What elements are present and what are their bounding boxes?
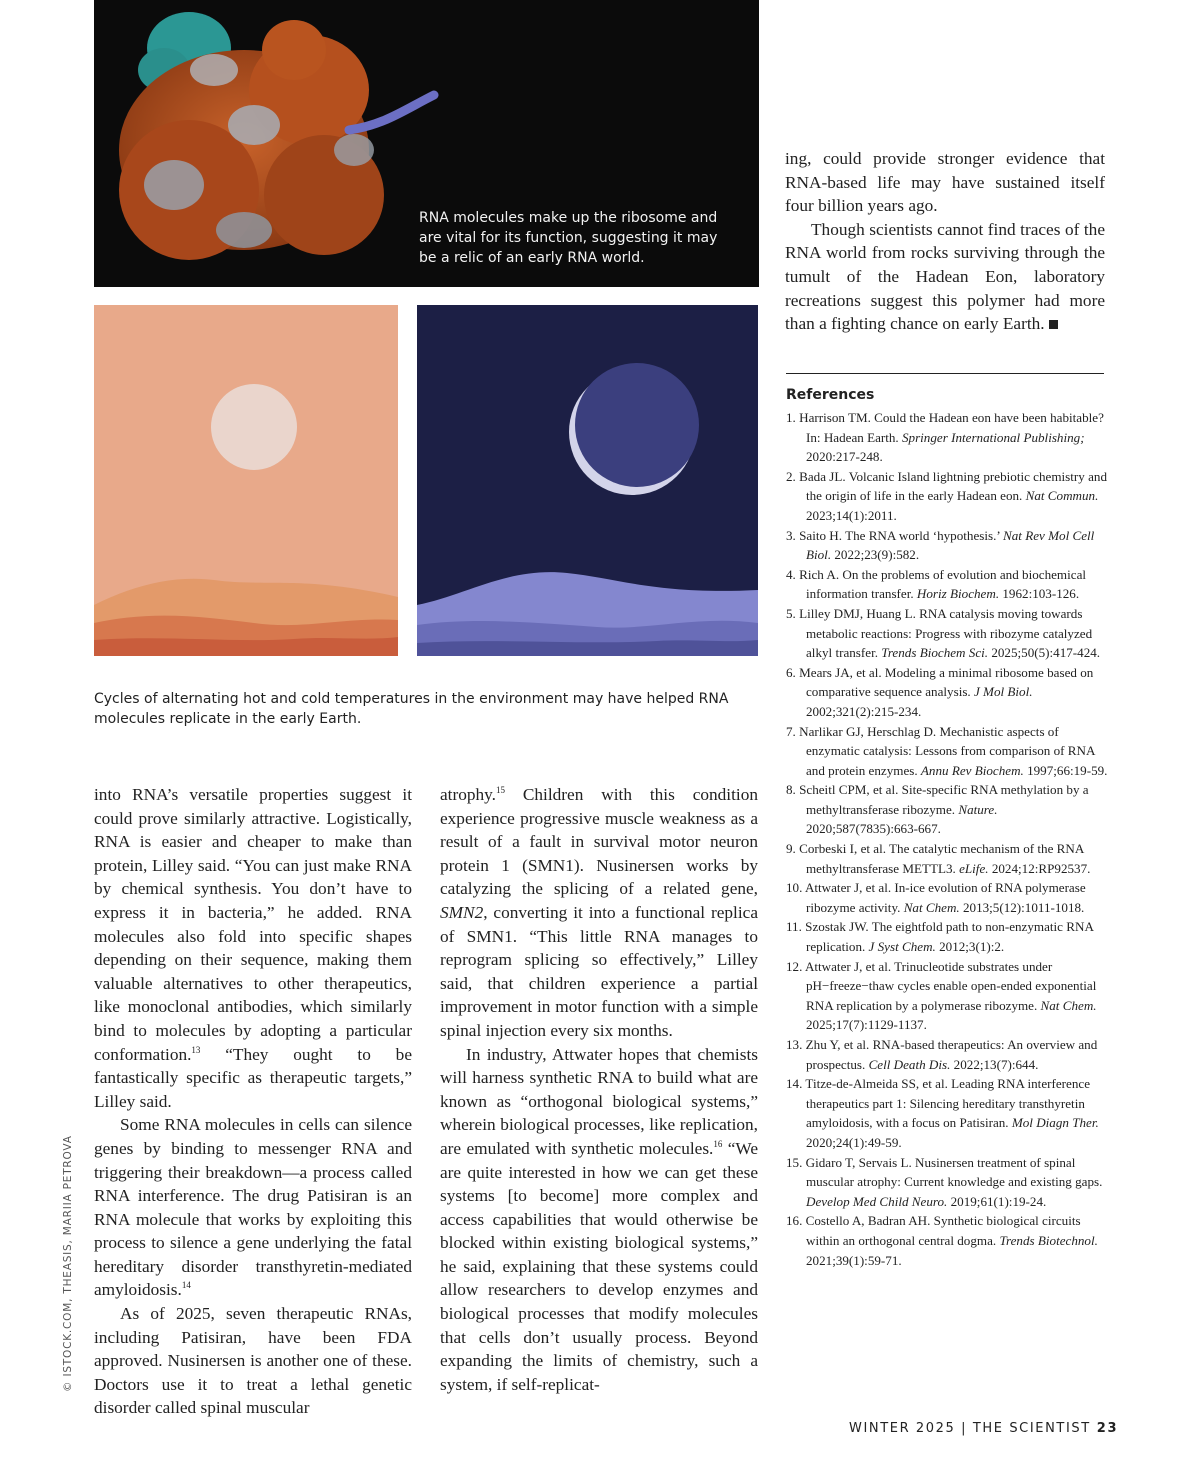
reference-item: 9. Corbeski I, et al. The catalytic mechanism of the RNA methyltransferase METTL3. eLife. 2024;12:RP92537. [786,841,1091,876]
end-mark-icon [1049,320,1058,329]
reference-item: 8. Scheitl CPM, et al. Site-specific RNA methylation by a methyltransferase ribozyme. Nature. 2020;587(7835):663-667. [786,782,1089,837]
references-list [786,408,1111,1270]
temperature-cycles-caption: Cycles of alternating hot and cold temperatures in the environment may have helped RNA molecules replicate in the early Earth. [94,691,729,727]
col1-paragraph-2: Some RNA molecules in cells can silence genes by binding to messenger RNA and triggering their breakdown—a process called RNA interference. The drug Patisiran is an RNA molecule that works by exploiting this process to silence a gene underlying the fatal hereditary disorder transthyretin-mediated amyloidosis.$^{14}$ [94,1115,412,1300]
sun-icon [211,384,297,470]
reference-item: 2. Bada JL. Volcanic Island lightning prebiotic chemistry and the origin of life in the early Hadean eon. Nat Commun. 2023;14(1):2011. [786,468,1107,523]
col1-paragraph-3: As of 2025, seven therapeutic RNAs, including Patisiran, have been FDA approved. Nusinersen is another one of these. Doctors use it to treat a lethal genetic disorder called spinal muscular [94,1304,412,1418]
ribosome-figure [94,0,759,287]
reference-item: 16. Costello A, Badran AH. Synthetic biological circuits within an orthogonal central dogma. Trends Biotechnol. 2021;39(1):59-71. [786,1213,1098,1268]
issue-label: WINTER 2025 | THE SCIENTIST [849,1421,1091,1436]
cold-environment-illustration [417,305,758,656]
reference-item: 13. Zhu Y, et al. RNA-based therapeutics: An overview and prospectus. Cell Death Dis. 2022;13(7):644. [786,1037,1098,1072]
page-footer [849,1421,1118,1436]
reference-item: 11. Szostak JW. The eightfold path to non-enzymatic RNA replication. J Syst Chem. 2012;3(1):2. [786,919,1094,955]
col2-paragraph-1: atrophy.$^{15}$ Children with this condition experience progressive muscle weakness as a result of a fault in survival motor neuron protein 1 (SMN1). Nusinersen works by catalyzing the splicing of a related gene, SMN2, converting it into a functional replica of SMN1. “This little RNA manages to reprogram splicing so effectively,” Lilley said, that children experience a partial improvement in motor function with a simple spinal injection every six months. [440,785,758,1040]
reference-item: 5. Lilley DMJ, Huang L. RNA catalysis moving towards metabolic reactions: Progress with ribozyme catalyzed alkyl transfer. Trends Biochem Sci. 2025;50(5):417-424. [786,605,1101,661]
col3-paragraph-2: Though scientists cannot find traces of the RNA world from rocks surviving through the tumult of the Hadean Eon, laboratory recreations suggest this polymer had more than a fighting chance on early Earth. [785,219,1105,334]
reference-item: 7. Narlikar GJ, Herschlag D. Mechanistic aspects of enzymatic catalysis: Lessons from comparison of RNA and protein enzymes. Annu Rev Biochem. 1997;66:19-59. [786,723,1108,778]
col3-paragraph-1: ing, could provide stronger evidence that RNA-based life may have sustained itself four billion years ago. [785,149,1105,216]
article-column-1 [94,783,412,1420]
references-heading: References [786,387,875,403]
ribosome-caption: RNA molecules make up the ribosome and are vital for its function, suggesting it may be a relic of an early RNA world. [419,210,718,266]
reference-item: 14. Titze-de-Almeida SS, et al. Leading RNA interference therapeutics part 1: Silencing hereditary transthyretin amyloidosis, with a focus on Patisiran. Mol Diagn Ther. 2020;24(1):49-59. [786,1076,1099,1150]
page-number: 23 [1096,1421,1119,1436]
reference-item: 6. Mears JA, et al. Modeling a minimal ribosome based on comparative sequence analysis. J Mol Biol. 2002;321(2):215-234. [786,664,1094,719]
reference-item: 10. Attwater J, et al. In-ice evolution of RNA polymerase ribozyme activity. Nat Chem. 2013;5(12):1011-1018. [786,880,1086,915]
col2-paragraph-2: In industry, Attwater hopes that chemists will harness synthetic RNA to build what are known as “orthogonal biological systems,” wherein biological processes, like replication, are emulated with synthetic molecules.$^{16}$ “We are quite interested in how we can get these systems [to become] more complex and access capabilities that would otherwise be blocked within existing biological systems,” he said, explaining that these systems could allow researchers to develop enzymes and biological processes that modify molecules that cells don’t usually process. Beyond expanding the limits of chemistry, such a system, if self-replicat- [440,1044,758,1394]
hot-environment-illustration [94,305,398,656]
article-column-2 [440,783,758,1396]
reference-item: 15. Gidaro T, Servais L. Nusinersen treatment of spinal muscular atrophy: Current knowledge and existing gaps. Develop Med Child Neuro. 2019;61(1):19-24. [786,1154,1103,1209]
article-column-3 [785,147,1105,336]
references-divider [786,373,1104,374]
photo-credit: © ISTOCK.COM, THEASIS, MARIIA PETROVA [62,1135,74,1392]
col1-paragraph-1: into RNA’s versatile properties suggest it could prove similarly attractive. Logistically, RNA is easier and cheaper to make than protein, Lilley said. “You can just make RNA by chemical synthesis. You don’t have to express it in bacteria,” he added. RNA molecules also fold into specific shapes depending on their sequence, making them valuable alternatives to other therapeutics, like monoclonal antibodies, which similarly bind to molecules by adopting a particular conformation.$^{13}$ “They ought to be fantastically specific as therapeutic targets,” Lilley said. [94,785,412,1111]
reference-item: 12. Attwater J, et al. Trinucleotide substrates under pH−freeze−thaw cycles enable open-ended exponential RNA replication by a polymerase ribozyme. Nat Chem. 2025;17(7):1129-1137. [786,958,1097,1033]
reference-item: 3. Saito H. The RNA world ‘hypothesis.’ Nat Rev Mol Cell Biol. 2022;23(9):582. [786,527,1095,563]
reference-item: 1. Harrison TM. Could the Hadean eon have been habitable? In: Hadean Earth. Springer International Publishing; 2020:217-248. [786,410,1104,465]
reference-item: 4. Rich A. On the problems of evolution and biochemical information transfer. Horiz Biochem. 1962:103-126. [786,566,1087,602]
